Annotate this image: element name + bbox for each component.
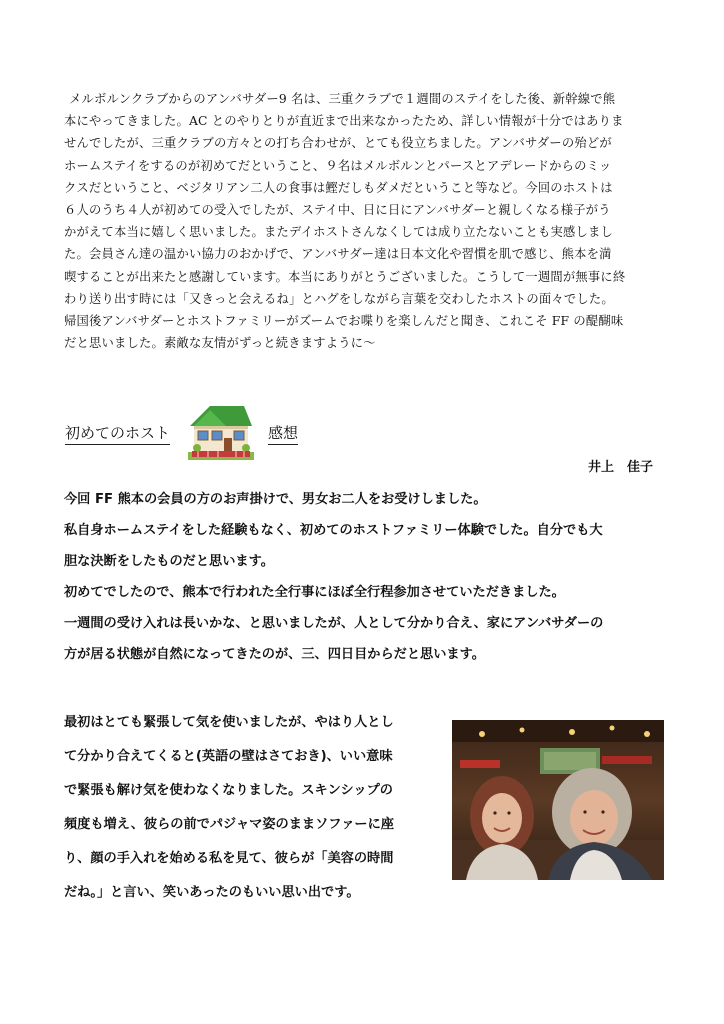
intro-line: ６人のうち４人が初めての受入でしたが、ステイ中、日に日にアンバサダーと親しくなる様子がう bbox=[64, 203, 611, 218]
intro-paragraph bbox=[64, 88, 664, 354]
essay-line: り、顔の手入れを始める私を見て、彼らが「美容の時間 bbox=[64, 851, 394, 866]
two-women-photo bbox=[452, 720, 664, 880]
heading-first-host: 初めてのホスト bbox=[65, 422, 170, 445]
intro-line: 本にやってきました。AC とのやりとりが直近まで出来なかったため、詳しい情報が十分ではありま bbox=[64, 114, 624, 129]
essay-wrapped-paragraph bbox=[64, 706, 444, 910]
house-icon bbox=[188, 402, 254, 460]
essay-line: で緊張も解け気を使わなくなりました。スキンシップの bbox=[64, 783, 393, 798]
essay-line: 胆な決断をしたものだと思います。 bbox=[64, 554, 274, 569]
intro-line: メルボルンクラブからのアンバサダー9 名は、三重クラブで１週間のステイをした後、新幹線で熊 bbox=[69, 92, 616, 106]
intro-line: 帰国後アンバサダーとホストファミリーがズームでお喋りを楽しんだと聞き、これこそ FF の醍醐味 bbox=[64, 314, 624, 329]
intro-line: かがえて本当に嬉しく思いました。またデイホストさんなくしては成り立たないことも実感しまし bbox=[64, 225, 614, 240]
intro-line: た。会員さん達の温かい協力のおかげで、アンバサダー達は日本文化や習慣を肌で感じ、熊本を満 bbox=[64, 247, 612, 262]
essay-line: 最初はとても緊張して気を使いましたが、やはり人とし bbox=[64, 715, 394, 730]
intro-line: せんでしたが、三重クラブの方々との打ち合わせが、とても役立ちました。アンバサダーの殆どが bbox=[64, 136, 612, 151]
intro-line: クスだということ、ベジタリアン二人の食事は鰹だしもダメだということ等など。今回のホストは bbox=[64, 180, 613, 195]
intro-line: だと思いました。素敵な友情がずっと続きますように～ bbox=[64, 336, 376, 351]
essay-line: 今回 FF 熊本の会員の方のお声掛けで、男女お二人をお受けしました。 bbox=[64, 492, 487, 507]
essay-line: 頻度も増え、彼らの前でパジャマ姿のままソファーに座 bbox=[64, 817, 394, 832]
essay-line: て分かり合えてくると(英語の壁はさておき)、いい意味 bbox=[64, 749, 393, 764]
section-heading bbox=[64, 402, 364, 462]
author-name: 井上 佳子 bbox=[588, 460, 654, 475]
essay-paragraphs bbox=[64, 484, 664, 670]
intro-line: 喫することが出来たと感謝しています。本当にありがとうございました。こうして一週間が無事に終 bbox=[64, 269, 626, 284]
intro-line: わり送り出す時には「又きっと会えるね」とハグをしながら言葉を交わしたホストの面々でした。 bbox=[64, 291, 614, 306]
heading-impressions: 感想 bbox=[268, 422, 298, 445]
essay-line: 私自身ホームステイをした経験もなく、初めてのホストファミリー体験でした。自分でも大 bbox=[64, 523, 603, 538]
intro-line: ホームステイをするのが初めてだということ、９名はメルボルンとパースとアデレードからのミッ bbox=[64, 158, 612, 173]
essay-line: 一週間の受け入れは長いかな、と思いましたが、人として分かり合え、家にアンバサダーの bbox=[64, 616, 604, 631]
essay-line: だね。」と言い、笑いあったのもいい思い出です。 bbox=[64, 885, 360, 900]
essay-line: 初めてでしたので、熊本で行われた全行事にほぼ全行程参加させていただきました。 bbox=[64, 585, 565, 600]
essay-line: 方が居る状態が自然になってきたのが、三、四日目からだと思います。 bbox=[64, 647, 485, 662]
